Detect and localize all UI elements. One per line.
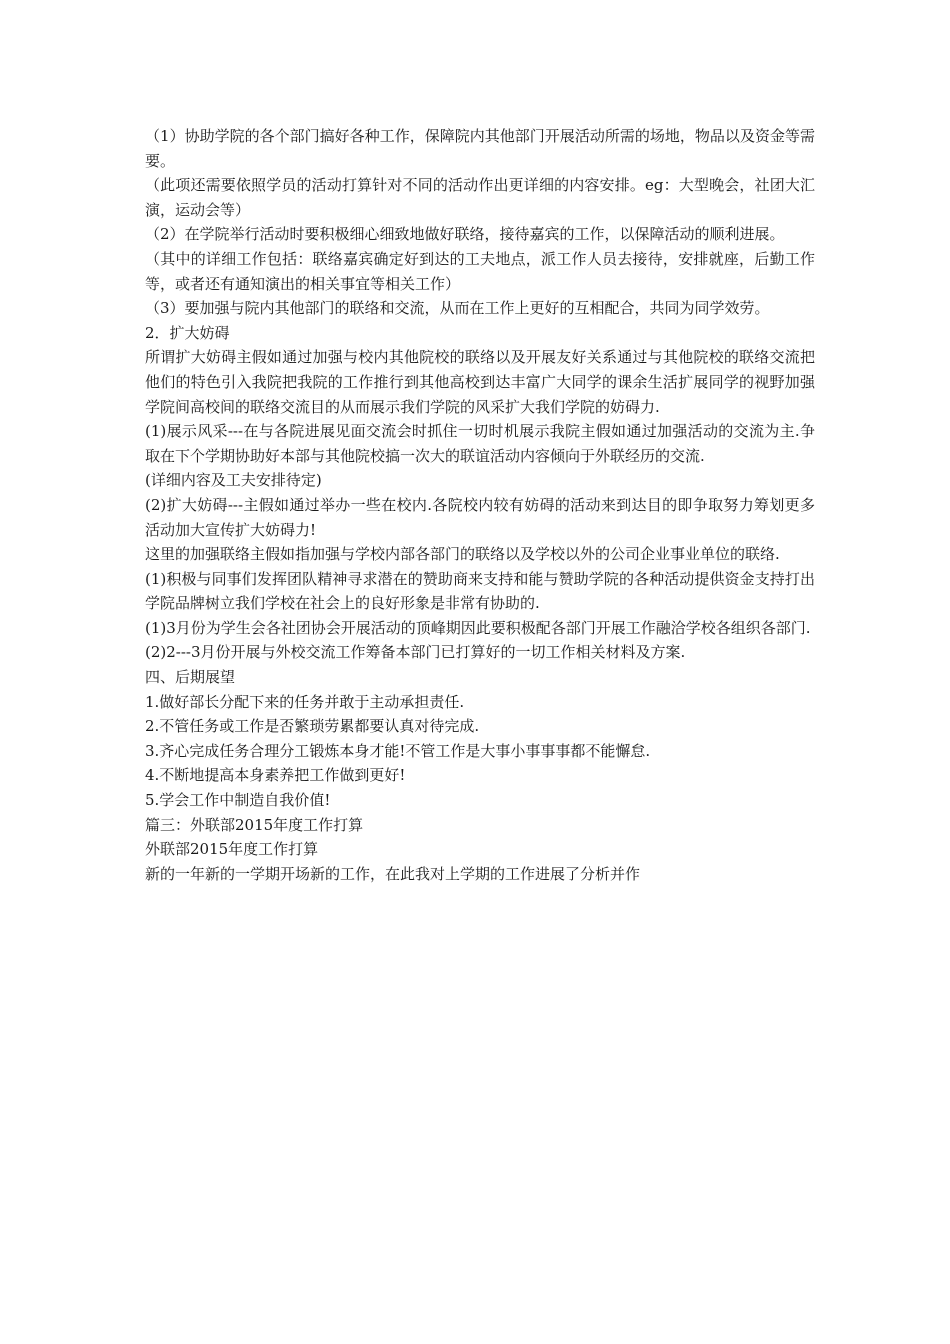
paragraph: (1)展示风采---在与各院进展见面交流会时抓住一切时机展示我院主假如通过加强活动的交流为主.争取在下个学期协助好本部与其他院校搞一次大的联谊活动内容倾向于外联经历的交流. xyxy=(145,422,815,465)
paragraph: (2)扩大妨碍---主假如通过举办一些在校内.各院校内较有妨碍的活动来到达目的即争取努力筹划更多活动加大宣传扩大妨碍力! xyxy=(145,495,815,539)
document-body xyxy=(145,124,815,886)
list-item: 5.学会工作中制造自我价值! xyxy=(145,791,331,810)
section-heading: 四、后期展望 xyxy=(145,668,236,687)
paragraph: (1)积极与同事们发挥团队精神寻求潜在的赞助商来支持和能与赞助学院的各种活动提供资金支持打出学院品牌树立我们学校在社会上的良好形象是非常有协助的. xyxy=(145,569,815,613)
paragraph: (2)2---3月份开展与外校交流工作筹备本部门已打算好的一切工作相关材料及方案. xyxy=(145,643,686,662)
paragraph: (详细内容及工夫安排待定) xyxy=(145,471,322,490)
paragraph: （1）协助学院的各个部门搞好各种工作，保障院内其他部门开展活动所需的场地，物品以及资金等需要。 xyxy=(145,127,815,170)
paragraph: （2）在学院举行活动时要积极细心细致地做好联络，接待嘉宾的工作，以保障活动的顺利进展。 xyxy=(145,225,785,244)
document-title: 外联部2015年度工作打算 xyxy=(145,840,319,859)
list-item: 4.不断地提高本身素养把工作做到更好! xyxy=(145,766,406,785)
list-item: 3.齐心完成任务合理分工锻炼本身才能!不管工作是大事小事事事都不能懈怠. xyxy=(145,741,651,760)
list-item: 2.不管任务或工作是否繁琐劳累都要认真对待完成. xyxy=(145,717,480,736)
paragraph: 这里的加强联络主假如指加强与学校内部各部门的联络以及学校以外的公司企业事业单位的联络. xyxy=(145,545,780,564)
paragraph: (1)3月份为学生会各社团协会开展活动的顶峰期因此要积极配各部门开展工作融洽学校各组织各部门. xyxy=(145,618,811,637)
list-item: 1.做好部长分配下来的任务并敢于主动承担责任. xyxy=(145,692,465,711)
chapter-title: 篇三：外联部2015年度工作打算 xyxy=(145,815,364,834)
paragraph: 新的一年新的一学期开场新的工作，在此我对上学期的工作进展了分析并作 xyxy=(145,864,641,883)
paragraph: 所谓扩大妨碍主假如通过加强与校内其他院校的联络以及开展友好关系通过与其他院校的联络交流把他们的特色引入我院把我院的工作推行到其他高校到达丰富广大同学的课余生活扩展同学的视野加强学院间高校间的联络交流目的从而展示我们学院的风采扩大我们学院的妨碍力. xyxy=(145,348,815,416)
paragraph: （其中的详细工作包括：联络嘉宾确定好到达的工夫地点，派工作人员去接待，安排就座，后勤工作等，或者还有通知演出的相关事宜等相关工作） xyxy=(145,249,815,293)
paragraph: （此项还需要依照学员的活动打算针对不同的活动作出更详细的内容安排。eg：大型晚会，社团大汇演，运动会等） xyxy=(145,176,815,219)
section-heading: 2．扩大妨碍 xyxy=(145,323,230,342)
paragraph: （3）要加强与院内其他部门的联络和交流，从而在工作上更好的互相配合，共同为同学效劳。 xyxy=(145,299,770,318)
